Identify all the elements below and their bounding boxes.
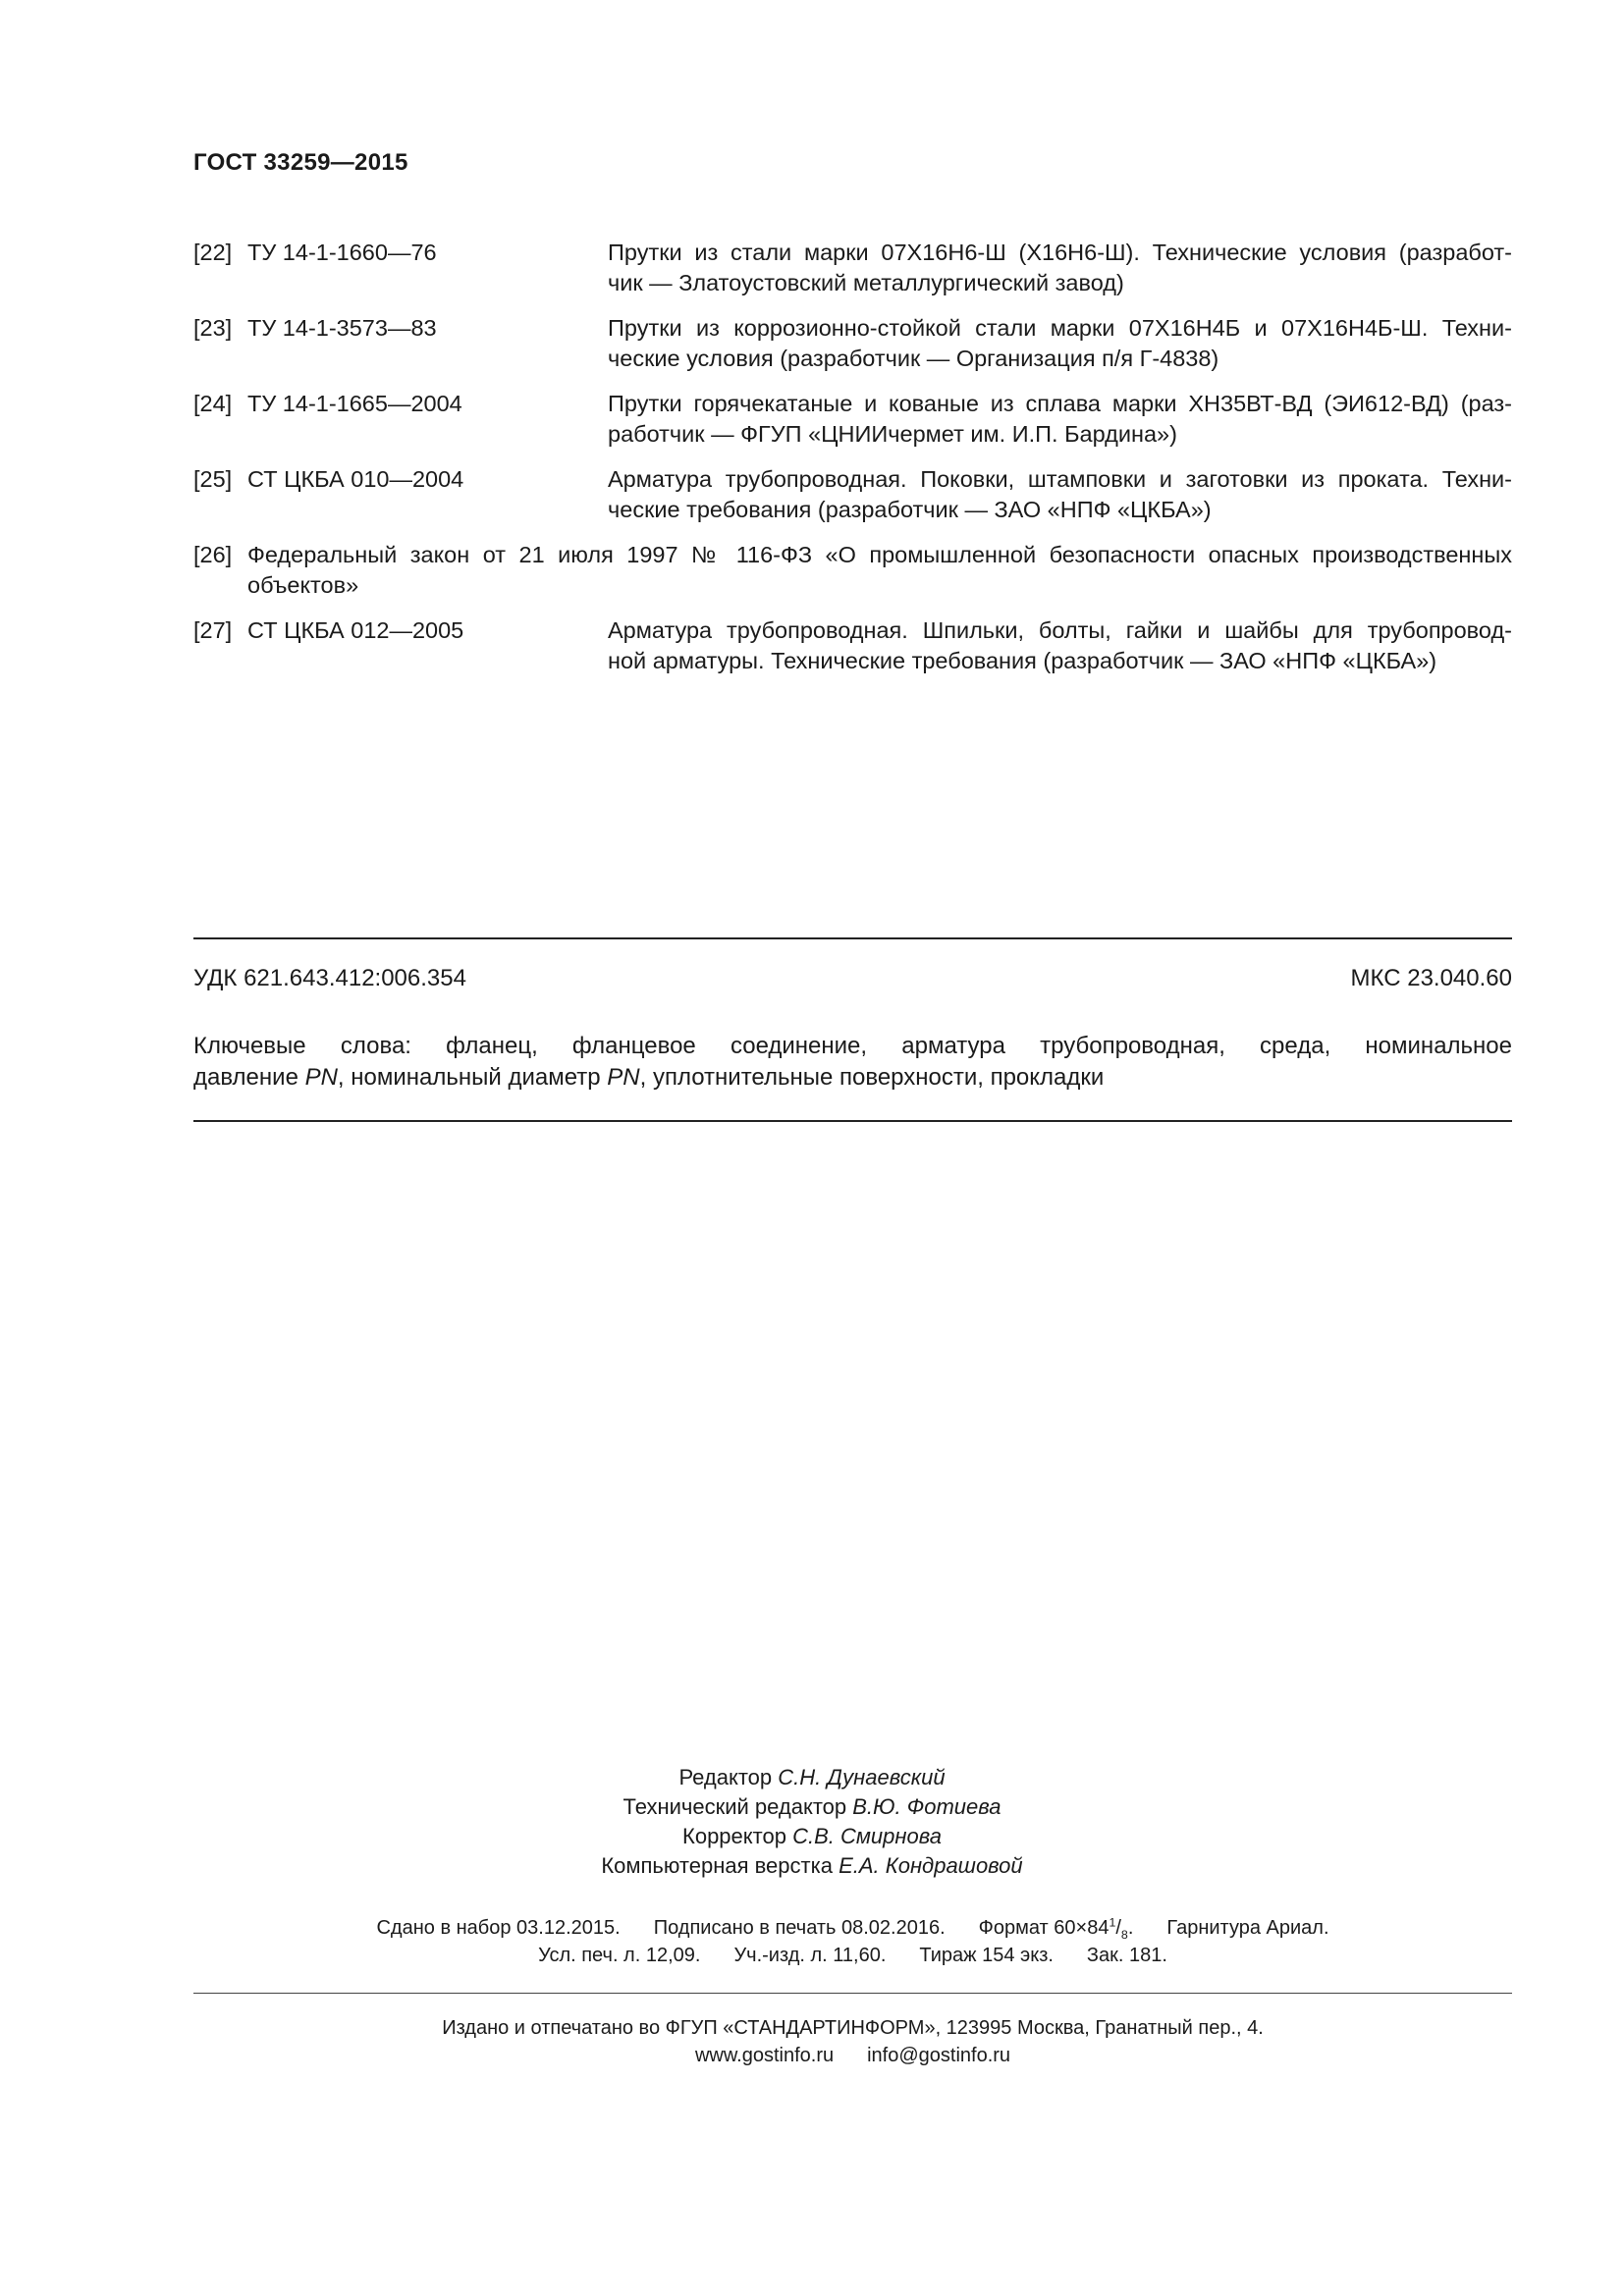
keywords-text: давление (193, 1064, 305, 1091)
keywords (193, 1031, 1512, 1094)
classification-row (193, 964, 1512, 993)
imprint-circulation: Тираж 154 экз. (919, 1945, 1054, 1966)
reference-code: СТ ЦКБА 010—2004 (247, 466, 464, 492)
reference-description (608, 615, 1512, 676)
reference-description-line: ной арматуры. Технические требования (разработчик — ЗАО «НПФ «ЦКБА») (608, 648, 1437, 673)
divider-top (193, 937, 1512, 939)
reference-description-line: Федеральный закон от 21 июля 1997 № 116-ФЗ «О промышленной безопасности опасных производственных (247, 542, 1512, 567)
editorial-credits (0, 1763, 1624, 1881)
publisher-email-link[interactable]: info@gostinfo.ru (867, 2045, 1011, 2066)
reference-number: [27] (193, 617, 233, 643)
imprint-signed: Подписано в печать 08.02.2016. (653, 1917, 946, 1939)
publisher-website-link[interactable]: www.gostinfo.ru (694, 2045, 835, 2066)
reference-description (608, 313, 1512, 374)
imprint-format-text: Формат 60×84 (978, 1917, 1110, 1939)
reference-description-line: объектов» (247, 572, 359, 598)
reference-code: СТ ЦКБА 012—2005 (247, 617, 464, 643)
reference-description-line: Арматура трубопроводная. Шпильки, болты, гайки и шайбы для трубопровод- (608, 617, 1512, 643)
reference-description (247, 540, 1512, 601)
reference-item (193, 615, 1512, 676)
reference-description-line: работчик — ФГУП «ЦНИИчермет им. И.П. Бардина») (608, 421, 1177, 447)
imprint-format (978, 1915, 1134, 1942)
udk-code: УДК 621.643.412:006.354 (193, 965, 466, 991)
imprint-line (193, 1914, 1512, 1942)
keywords-text: , уплотнительные поверхности, прокладки (639, 1064, 1105, 1091)
reference-description-line: Прутки из стали марки 07Х16Н6-Ш (Х16Н6-Ш). Технические условия (разработ- (608, 240, 1512, 265)
reference-number: [26] (193, 542, 233, 567)
reference-description (608, 464, 1512, 525)
imprint-details (193, 1914, 1512, 1969)
reference-number: [24] (193, 391, 233, 416)
reference-description-line: Арматура трубопроводная. Поковки, штамповки и заготовки из проката. Техни- (608, 466, 1512, 492)
imprint-format-sub: 8 (1120, 1928, 1128, 1942)
reference-item (193, 389, 1512, 450)
credit-role: Технический редактор (623, 1794, 853, 1819)
page-header: ГОСТ 33259—2015 (193, 149, 408, 176)
credit-line (0, 1822, 1624, 1851)
reference-description-line: Прутки из коррозионно-стойкой стали марки 07Х16Н4Б и 07Х16Н4Б-Ш. Техни- (608, 315, 1512, 341)
keywords-symbol: PN (607, 1064, 640, 1091)
reference-number: [23] (193, 315, 233, 341)
credit-person: С.Н. Дунаевский (778, 1765, 946, 1789)
reference-item (193, 313, 1512, 374)
reference-description (608, 238, 1512, 298)
imprint-order: Зак. 181. (1086, 1945, 1167, 1966)
keywords-line (193, 1062, 1512, 1094)
publisher-info (193, 2014, 1512, 2069)
reference-item (193, 238, 1512, 298)
mks-code: МКС 23.040.60 (1350, 965, 1512, 991)
publisher-address: Издано и отпечатано во ФГУП «СТАНДАРТИНФОРМ», 123995 Москва, Гранатный пер., 4. (442, 2017, 1264, 2039)
reference-description-line: ческие требования (разработчик — ЗАО «НПФ «ЦКБА») (608, 497, 1212, 522)
divider-imprint (193, 1993, 1512, 1994)
imprint-format-slash: / (1115, 1917, 1121, 1939)
credit-line (0, 1851, 1624, 1881)
reference-code: ТУ 14-1-1665—2004 (247, 391, 462, 416)
credit-line (0, 1763, 1624, 1792)
imprint-submitted: Сдано в набор 03.12.2015. (376, 1917, 621, 1939)
credit-person: С.В. Смирнова (792, 1824, 942, 1848)
credit-role: Корректор (682, 1824, 793, 1848)
imprint-line (193, 1942, 1512, 1969)
imprint-typeface: Гарнитура Ариал. (1166, 1917, 1329, 1939)
credit-line (0, 1792, 1624, 1822)
keywords-line: Ключевые слова: фланец, фланцевое соединение, арматура трубопроводная, среда, номинальное (193, 1033, 1512, 1059)
keywords-text: , номинальный диаметр (337, 1064, 608, 1091)
imprint-print-sheets: Усл. печ. л. 12,09. (538, 1945, 701, 1966)
keywords-symbol: PN (304, 1064, 338, 1091)
imprint-format-sup: 1 (1109, 1915, 1116, 1930)
reference-item (193, 464, 1512, 525)
credit-role: Компьютерная верстка (601, 1853, 839, 1878)
imprint-pub-sheets: Уч.-изд. л. 11,60. (733, 1945, 887, 1966)
reference-number: [22] (193, 240, 233, 265)
reference-item (193, 540, 1512, 601)
credit-person: В.Ю. Фотиева (852, 1794, 1001, 1819)
reference-code: ТУ 14-1-1660—76 (247, 240, 437, 265)
divider-bottom (193, 1120, 1512, 1122)
reference-code: ТУ 14-1-3573—83 (247, 315, 437, 341)
credit-role: Редактор (678, 1765, 779, 1789)
reference-description (608, 389, 1512, 450)
publisher-contacts (193, 2042, 1512, 2069)
credit-person: Е.А. Кондрашовой (839, 1853, 1023, 1878)
reference-description-line: чик — Златоустовский металлургический завод) (608, 270, 1124, 295)
imprint-format-suffix: . (1127, 1917, 1134, 1939)
reference-number: [25] (193, 466, 233, 492)
reference-description-line: Прутки горячекатаные и кованые из сплава марки ХН35ВТ-ВД (ЭИ612-ВД) (раз- (608, 391, 1512, 416)
reference-description-line: ческие условия (разработчик — Организация п/я Г-4838) (608, 346, 1219, 371)
